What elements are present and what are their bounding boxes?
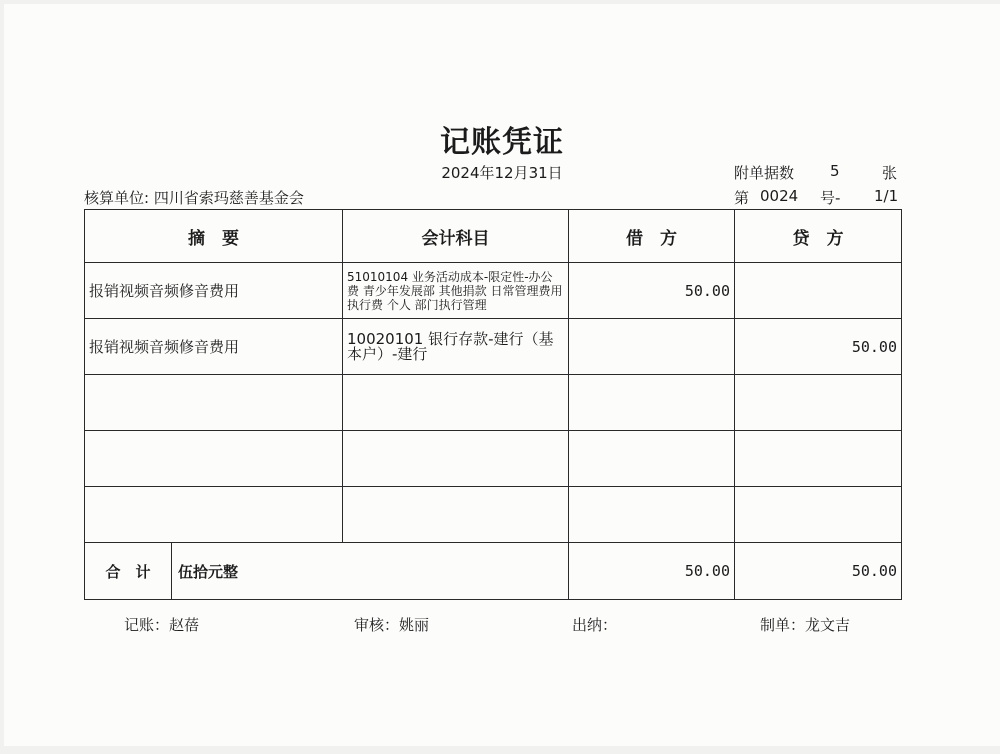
- row-account: [343, 487, 569, 543]
- voucher-number-value: 0024: [760, 187, 799, 205]
- voucher-number-suffix: 号-: [820, 189, 841, 207]
- voucher-page: [4, 4, 1000, 746]
- accounting-unit-label: 核算单位:: [84, 189, 150, 207]
- preparer-signature: 制单：龙文吉: [760, 616, 851, 634]
- voucher-table: [84, 209, 902, 600]
- row-debit: 50.00: [569, 263, 735, 319]
- accounting-unit-name: 四川省索玛慈善基金会: [153, 189, 304, 207]
- row-debit: [569, 431, 735, 487]
- row-summary: 报销视频音频修音费用: [85, 319, 343, 375]
- row-account: 51010104 业务活动成本-限定性-办公费 青少年发展部 其他捐款 日常管理费用 执行费 个人 部门执行管理: [343, 263, 569, 319]
- table-row: [85, 319, 902, 375]
- total-cell: [85, 543, 569, 600]
- attachment-number: 5: [830, 162, 840, 180]
- cashier-signature: 出纳：: [572, 616, 618, 634]
- attachment-unit: 张: [882, 164, 898, 182]
- header-credit: 贷 方: [735, 210, 902, 263]
- accounting-unit: [84, 187, 304, 208]
- row-account: [343, 375, 569, 431]
- total-debit: 50.00: [569, 543, 735, 600]
- header-account: 会计科目: [343, 210, 569, 263]
- row-credit: [735, 487, 902, 543]
- total-label: 合 计: [85, 543, 172, 599]
- table-row: [85, 487, 902, 543]
- reviewer-signature: 审核：姚丽: [354, 616, 430, 634]
- bookkeeper-signature: 记账：赵蓓: [124, 616, 200, 634]
- row-debit: [569, 319, 735, 375]
- row-summary: [85, 431, 343, 487]
- voucher-page-count: 1/1: [874, 187, 899, 205]
- voucher-date: 2024年12月31日: [441, 164, 563, 182]
- row-summary: [85, 375, 343, 431]
- row-account: 10020101 银行存款-建行（基本户）-建行: [343, 319, 569, 375]
- row-credit: 50.00: [735, 319, 902, 375]
- row-credit: [735, 375, 902, 431]
- row-credit: [735, 431, 902, 487]
- total-amount-words: 伍拾元整: [178, 562, 239, 581]
- table-header-row: [85, 210, 902, 263]
- total-row: [85, 543, 902, 600]
- total-credit: 50.00: [735, 543, 902, 600]
- row-account: [343, 431, 569, 487]
- voucher-number: [734, 187, 899, 208]
- table-row: [85, 431, 902, 487]
- row-credit: [735, 263, 902, 319]
- attachment-count: [734, 162, 898, 183]
- row-debit: [569, 375, 735, 431]
- header-debit: 借 方: [569, 210, 735, 263]
- table-row: [85, 375, 902, 431]
- row-summary: 报销视频音频修音费用: [85, 263, 343, 319]
- voucher-title: 记账凭证: [440, 125, 564, 160]
- table-row: [85, 263, 902, 319]
- row-debit: [569, 487, 735, 543]
- voucher-number-label: 第: [734, 189, 750, 207]
- row-summary: [85, 487, 343, 543]
- attachment-label: 附单据数: [734, 164, 795, 182]
- header-summary: 摘 要: [85, 210, 343, 263]
